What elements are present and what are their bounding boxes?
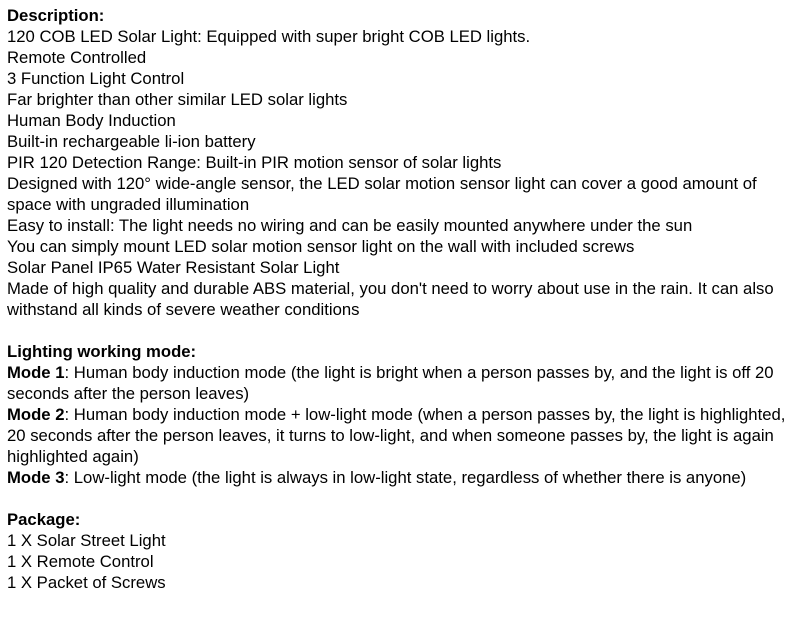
mode-entry (7, 467, 801, 488)
mode-label: Mode 1 (7, 363, 65, 382)
description-line: Made of high quality and durable ABS material, you don't need to worry about use in the rain. It can also withstand all kinds of severe weather conditions (7, 279, 774, 319)
description-line: 3 Function Light Control (7, 69, 185, 88)
mode-entry (7, 404, 801, 467)
product-description-document (7, 5, 801, 593)
package-item: 1 X Remote Control (7, 552, 154, 571)
mode-text: : Human body induction mode + low-light mode (when a person passes by, the light is highlighted, 20 seconds after the person leaves, it turns to low-light, and when someone passes by, the light is again highlighted again) (7, 405, 786, 466)
package-item: 1 X Packet of Screws (7, 573, 166, 592)
description-line: Built-in rechargeable li-ion battery (7, 132, 256, 151)
description-line: Solar Panel IP65 Water Resistant Solar Light (7, 258, 340, 277)
mode-label: Mode 2 (7, 405, 65, 424)
mode-text: : Human body induction mode (the light is bright when a person passes by, and the light is off 20 seconds after the person leaves) (7, 363, 774, 403)
description-line: Easy to install: The light needs no wiring and can be easily mounted anywhere under the sun (7, 216, 693, 235)
description-line: Human Body Induction (7, 111, 176, 130)
description-line: Designed with 120° wide-angle sensor, the LED solar motion sensor light can cover a good amount of space with ungraded illumination (7, 174, 757, 214)
description-line: Far brighter than other similar LED solar lights (7, 90, 348, 109)
description-heading: Description: (7, 6, 105, 25)
package-heading: Package: (7, 510, 81, 529)
package-item: 1 X Solar Street Light (7, 531, 166, 550)
description-line: You can simply mount LED solar motion sensor light on the wall with included screws (7, 237, 635, 256)
lighting-mode-heading: Lighting working mode: (7, 342, 197, 361)
description-line: PIR 120 Detection Range: Built-in PIR motion sensor of solar lights (7, 153, 502, 172)
mode-label: Mode 3 (7, 468, 65, 487)
description-line: Remote Controlled (7, 48, 147, 67)
mode-text: : Low-light mode (the light is always in low-light state, regardless of whether there is anyone) (64, 468, 747, 487)
section-spacer (7, 488, 801, 509)
mode-entry (7, 362, 801, 404)
section-spacer (7, 320, 801, 341)
description-line: 120 COB LED Solar Light: Equipped with super bright COB LED lights. (7, 27, 531, 46)
